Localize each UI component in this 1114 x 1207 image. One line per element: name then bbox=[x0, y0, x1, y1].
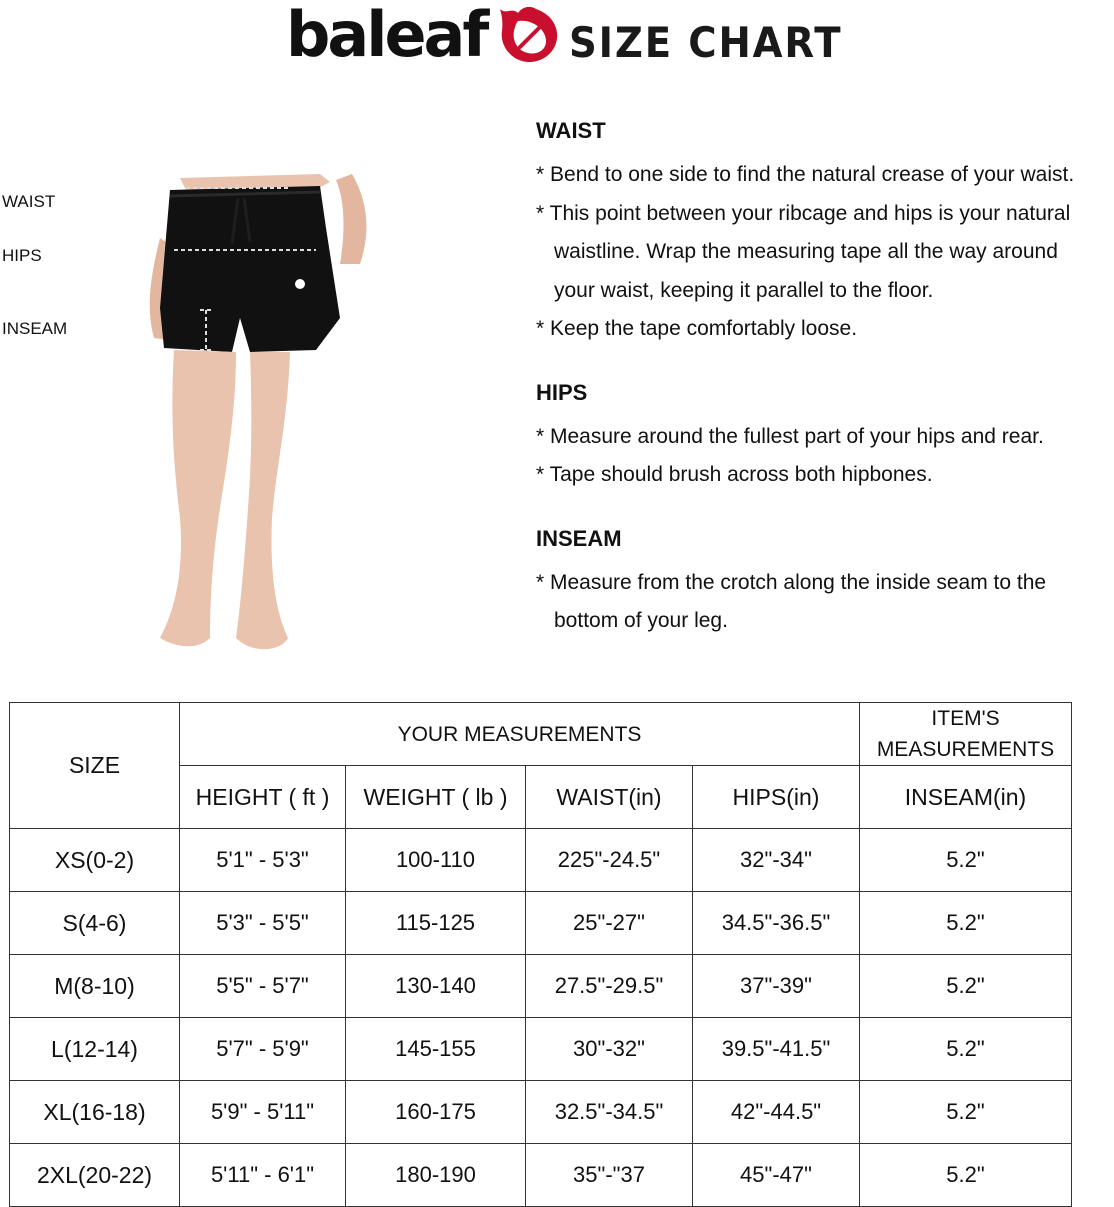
items-measurements-line: ITEM'S bbox=[931, 707, 1000, 730]
instruction-line: * Bend to one side to find the natural crease of your waist. bbox=[536, 163, 1075, 186]
weight-cell: 100-110 bbox=[346, 829, 526, 892]
height-cell: 5'9" - 5'11" bbox=[180, 1081, 346, 1144]
instruction-line: * This point between your ribcage and hips is your natural bbox=[536, 201, 1071, 225]
size-cell: M(8-10) bbox=[10, 955, 180, 1018]
inseam-cell: 5.2" bbox=[860, 955, 1072, 1018]
measurement-instructions bbox=[536, 118, 1114, 672]
height-cell: 5'5" - 5'7" bbox=[180, 955, 346, 1018]
weight-cell: 115-125 bbox=[346, 892, 526, 955]
height-cell: 5'3" - 5'5" bbox=[180, 892, 346, 955]
size-column-header: SIZE bbox=[10, 703, 180, 829]
height-cell: 5'7" - 5'9" bbox=[180, 1018, 346, 1081]
waist-cell: 25"-27" bbox=[526, 892, 693, 955]
weight-cell: 130-140 bbox=[346, 955, 526, 1018]
table-row bbox=[10, 955, 1072, 1018]
brand bbox=[286, 0, 562, 70]
waist-section bbox=[536, 118, 1114, 349]
waist-heading: WAIST bbox=[536, 118, 606, 143]
waist-cell: 225"-24.5" bbox=[526, 829, 693, 892]
your-measurements-header: YOUR MEASUREMENTS bbox=[180, 703, 860, 766]
weight-cell: 160-175 bbox=[346, 1081, 526, 1144]
model-figure bbox=[140, 168, 380, 658]
inseam-section bbox=[536, 526, 1114, 641]
weight-cell: 180-190 bbox=[346, 1144, 526, 1207]
hips-cell: 42"-44.5" bbox=[693, 1081, 860, 1144]
brand-wordmark: baleaf bbox=[286, 0, 487, 71]
inseam-cell: 5.2" bbox=[860, 1081, 1072, 1144]
hips-section bbox=[536, 380, 1114, 495]
height-cell: 5'11" - 6'1" bbox=[180, 1144, 346, 1207]
instruction-line: waistline. Wrap the measuring tape all the way around bbox=[554, 240, 1058, 263]
waist-cell: 35"-"37 bbox=[526, 1144, 693, 1207]
inseam-column-header: INSEAM(in) bbox=[860, 766, 1072, 829]
waist-cell: 27.5"-29.5" bbox=[526, 955, 693, 1018]
size-table bbox=[9, 702, 1072, 1207]
page-title: SIZE CHART bbox=[569, 18, 843, 67]
table-header-row bbox=[10, 703, 1072, 766]
waist-cell: 30"-32" bbox=[526, 1018, 693, 1081]
table-row bbox=[10, 1081, 1072, 1144]
hips-cell: 45"-47" bbox=[693, 1144, 860, 1207]
table-row bbox=[10, 1144, 1072, 1207]
size-cell: XL(16-18) bbox=[10, 1081, 180, 1144]
size-cell: S(4-6) bbox=[10, 892, 180, 955]
items-measurements-line: MEASUREMENTS bbox=[876, 738, 1055, 761]
inseam-cell: 5.2" bbox=[860, 892, 1072, 955]
items-measurements-header bbox=[860, 703, 1072, 766]
figure-label-waist: WAIST bbox=[2, 192, 56, 211]
size-cell: L(12-14) bbox=[10, 1018, 180, 1081]
instruction-line: bottom of your leg. bbox=[554, 609, 728, 632]
hips-column-header: HIPS(in) bbox=[693, 766, 860, 829]
size-cell: 2XL(20-22) bbox=[10, 1144, 180, 1207]
hips-cell: 34.5"-36.5" bbox=[693, 892, 860, 955]
inseam-cell: 5.2" bbox=[860, 829, 1072, 892]
size-cell: XS(0-2) bbox=[10, 829, 180, 892]
instruction-line: your waist, keeping it parallel to the floor. bbox=[554, 278, 934, 302]
table-row bbox=[10, 892, 1072, 955]
hips-cell: 37"-39" bbox=[693, 955, 860, 1018]
instruction-line: * Measure around the fullest part of your hips and rear. bbox=[536, 424, 1044, 448]
hips-heading: HIPS bbox=[536, 379, 588, 405]
waist-cell: 32.5"-34.5" bbox=[526, 1081, 693, 1144]
weight-cell: 145-155 bbox=[346, 1018, 526, 1081]
waist-column-header: WAIST(in) bbox=[526, 766, 693, 829]
figure-label-inseam: INSEAM bbox=[2, 319, 68, 338]
height-column-header: HEIGHT ( ft ) bbox=[180, 766, 346, 829]
leaf-logo-icon bbox=[496, 3, 562, 67]
height-cell: 5'1" - 5'3" bbox=[180, 829, 346, 892]
instruction-line: * Keep the tape comfortably loose. bbox=[536, 317, 858, 340]
inseam-cell: 5.2" bbox=[860, 1144, 1072, 1207]
inseam-heading: INSEAM bbox=[536, 525, 622, 551]
table-row bbox=[10, 1018, 1072, 1081]
hips-cell: 39.5"-41.5" bbox=[693, 1018, 860, 1081]
table-row bbox=[10, 829, 1072, 892]
figure-label-hips: HIPS bbox=[2, 246, 42, 265]
hips-cell: 32"-34" bbox=[693, 829, 860, 892]
size-table-body bbox=[10, 829, 1072, 1207]
inseam-cell: 5.2" bbox=[860, 1018, 1072, 1081]
instruction-line: * Measure from the crotch along the inside seam to the bbox=[536, 570, 1047, 594]
weight-column-header: WEIGHT ( lb ) bbox=[346, 766, 526, 829]
instruction-line: * Tape should brush across both hipbones. bbox=[536, 463, 933, 486]
shorts-shape bbox=[160, 186, 340, 352]
